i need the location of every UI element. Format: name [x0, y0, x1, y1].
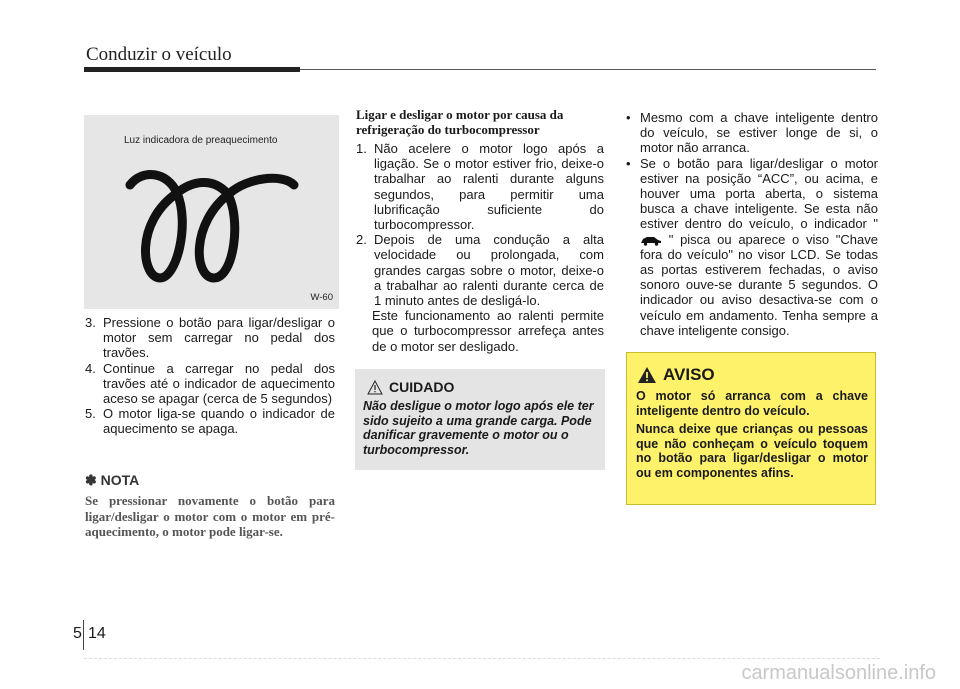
warning-paragraph: Nunca deixe que crianças ou pessoas que não conheçam o veículo toquem no botão para ligar/desligar o motor ou em componentes afins.	[636, 422, 868, 480]
step-text: Pressione o botão para ligar/desligar o motor sem carregar no pedal dos travões.	[103, 315, 335, 361]
warning-text	[636, 389, 868, 481]
nota-mark-icon: ✽	[85, 472, 97, 488]
nota-title: NOTA	[100, 472, 140, 488]
step-number: 1.	[356, 141, 367, 156]
step-number: 2.	[356, 232, 367, 248]
bullet-text: Mesmo com a chave inteligente dentro do veículo, se estiver longe de si, o motor não arranca.	[640, 110, 878, 156]
header-rule-thin	[300, 69, 876, 70]
start-steps-list	[85, 315, 335, 437]
figure-caption: Luz indicadora de preaquecimento	[124, 135, 278, 146]
warning-title: AVISO	[663, 365, 715, 384]
list-item	[85, 361, 335, 407]
bullet-text	[640, 156, 878, 338]
caution-heading	[367, 379, 454, 395]
turbo-section	[356, 107, 604, 354]
bullet-text-before: Se o botão para ligar/desligar o motor estiver na posição “ACC”, ou acima, e houver uma porta aberta, o sistema busca a chave inteligente. Se esta não estiver dentro do veículo, o indicador "	[640, 155, 878, 232]
step-text: Depois de uma condução a alta velocidade ou prolongada, com grandes cargas sobre o motor, deixe-o a trabalhar ao ralenti durante cerca de 1 minuto antes de desligá-lo.	[374, 232, 604, 309]
page-number-divider	[83, 620, 84, 650]
step-number: 4.	[85, 360, 96, 376]
list-item	[356, 232, 604, 308]
step-text: Continue a carregar no pedal dos travões até o indicador de aquecimento aceso se apagar (cerca de 5 segundos)	[103, 360, 335, 407]
warning-heading	[637, 365, 715, 385]
step-text: O motor liga-se quando o indicador de aquecimento se apaga.	[103, 406, 335, 437]
list-item	[85, 406, 335, 436]
figure-code: W-60	[310, 292, 333, 303]
list-item	[626, 156, 878, 338]
page-section-number: 5	[73, 625, 82, 642]
step-number: 5.	[85, 406, 96, 422]
preheat-indicator-figure	[84, 115, 339, 309]
page-header-title: Conduzir o veículo	[86, 44, 232, 65]
watermark: carmanualsonline.info	[741, 662, 936, 684]
list-item	[626, 110, 878, 156]
nota-text: Se pressionar novamente o botão para ligar/desligar o motor com o motor em pré-aquecimento, o motor pode ligar-se.	[85, 493, 335, 539]
list-item	[356, 141, 604, 232]
page-number: 14	[88, 625, 106, 642]
caution-text: Não desligue o motor logo após ele ter sido sujeito a uma grande carga. Pode danificar gravemente o motor ou o turbocompressor.	[363, 399, 594, 457]
footer-dotted-line	[84, 658, 880, 660]
caution-title: CUIDADO	[389, 379, 455, 395]
warning-paragraph: O motor só arranca com a chave inteligente dentro do veículo.	[636, 389, 868, 418]
caution-box	[355, 369, 605, 470]
glow-plug-coil-icon	[122, 163, 302, 288]
bullet-dot: •	[626, 110, 631, 125]
bullet-dot: •	[626, 155, 631, 171]
nota-heading	[85, 472, 139, 489]
step-text: Não acelere o motor logo após a ligação. Se o motor estiver frio, deixe-o trabalhar ao ralenti durante alguns segundos, para permitir uma lubrificação suficiente do turbocompressor.	[374, 141, 604, 233]
list-item	[85, 315, 335, 361]
smart-key-bullets	[626, 110, 878, 338]
bullet-text-after: " pisca ou aparece o viso "Chave fora do veículo" no visor LCD. Se todas as portas estiverem fechadas, o aviso sonoro ouve-se durante 5 segundos. O indicador ou aviso desactiva-se com o veículo em andamento. Tenha sempre a chave inteligente consigo.	[640, 231, 878, 338]
warning-box	[626, 352, 876, 505]
warning-triangle-icon	[367, 380, 383, 395]
step-number: 3.	[85, 315, 96, 330]
turbo-note-paragraph: Este funcionamento ao ralenti permite que o turbocompressor arrefeça antes de o motor ser desligado.	[372, 308, 604, 354]
section-title: Ligar e desligar o motor por causa da refrigeração do turbocompressor	[356, 107, 564, 137]
header-rule-thick	[84, 67, 300, 72]
warning-triangle-icon	[637, 366, 657, 384]
smart-key-car-icon	[640, 235, 662, 246]
